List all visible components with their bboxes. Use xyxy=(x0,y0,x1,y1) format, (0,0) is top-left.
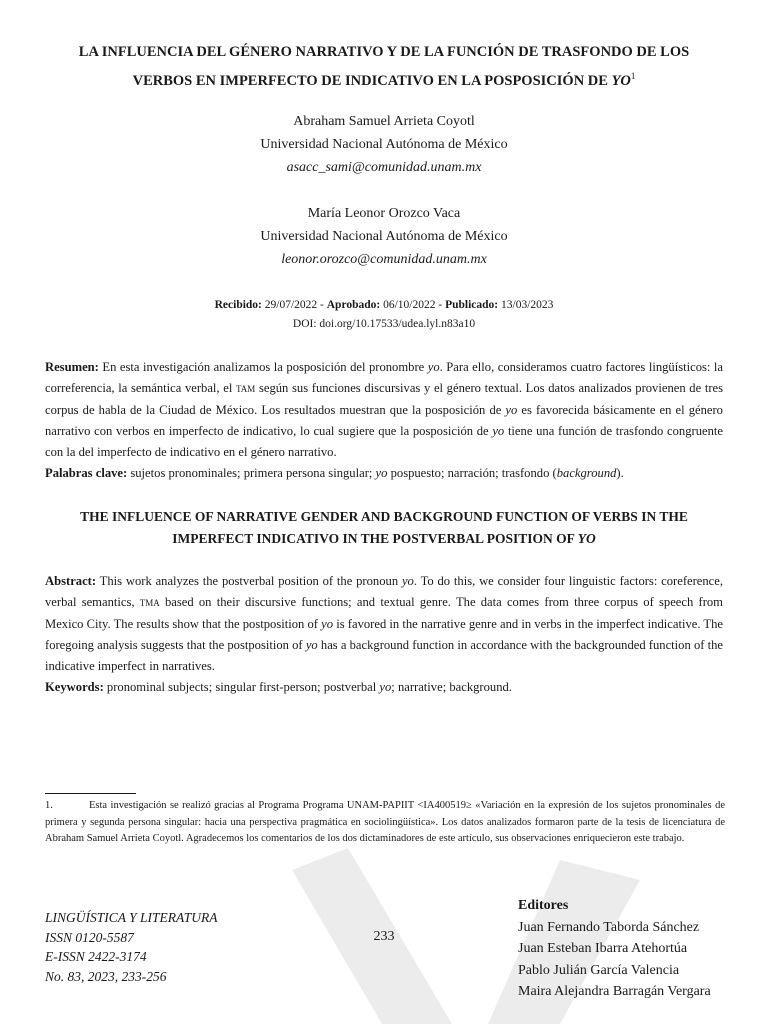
title-en-line1: THE INFLUENCE OF NARRATIVE GENDER AND BACKGROUND FUNCTION OF VERBS IN THE xyxy=(80,509,688,524)
editor-name: Juan Esteban Ibarra Atehortúa xyxy=(518,941,688,956)
footnote xyxy=(45,798,725,848)
author-email[interactable]: asacc_sami@comunidad.unam.mx xyxy=(286,160,482,175)
editor-name: Juan Fernando Taborda Sánchez xyxy=(518,919,700,935)
title-en-line2: IMPERFECT INDICATIVO IN THE POSTVERBAL POSITION OF YO xyxy=(172,531,596,546)
footnote-number: 1. xyxy=(45,800,53,811)
editor-name: Pablo Julián García Valencia xyxy=(518,962,680,978)
author-affiliation: Universidad Nacional Autónoma de México xyxy=(260,229,508,244)
author-affiliation: Universidad Nacional Autónoma de México xyxy=(260,137,508,152)
article-title-es xyxy=(40,40,728,93)
journal-issue: No. 83, 2023, 233-256 xyxy=(45,968,167,984)
footnote-marker[interactable]: 1 xyxy=(630,71,636,81)
keywords-label: Keywords: xyxy=(45,680,104,695)
editors-list xyxy=(518,895,711,1003)
journal-name: LINGÜÍSTICA Y LITERATURA xyxy=(45,910,218,925)
palabras-clave: Palabras clave: sujetos pronominales; primera persona singular; yo pospuesto; narración; trasfondo (background). xyxy=(45,466,624,481)
abstract-section: Abstract: This work analyzes the postverbal position of the pronoun yo. To do this, we consider four linguistic factors: coreference, verbal semantics, tma based on their discursive functions; and textual genre. The data comes from three corpus of speech from Mexico City. The results show that the postposition of yo is favored in the narrative genre and in verbs in the imperfect indicative. The foregoing analysis suggests that the postposition of yo has a background function in accordance with the backgrounded function of the indicative imperfect in narratives. Keywords: pronominal subjects; singular first-person; postverbal yo; narrative; background. xyxy=(45,571,723,699)
journal-info xyxy=(45,908,218,986)
article-title-en xyxy=(40,506,728,550)
abstract-label: Abstract: xyxy=(45,574,97,588)
journal-issn: ISSN 0120-5587 xyxy=(45,929,134,945)
author-2 xyxy=(0,202,768,271)
footnote-text: Esta investigación se realizó gracias al Programa Programa UNAM-PAPIIT <IA400519≥ «Variación en la expresión de los sujetos pronominales de primera y segunda persona singular: hacia una perspectiva pragmática en sociolingüística». Los datos analizados formaron parte de la tesis de licenciatura de Abraham Samuel Arrieta Coyotl. Agradecemos los comentarios de los dos dictaminadores de este artículo, sus observaciones enriquecieron este trabajo. xyxy=(45,800,725,844)
title-es-line2: VERBOS EN IMPERFECTO DE INDICATIVO EN LA POSPOSICIÓN DE $YO^1$ xyxy=(132,71,636,89)
journal-eissn: E-ISSN 2422-3174 xyxy=(45,949,147,964)
author-name: María Leonor Orozco Vaca xyxy=(307,206,461,221)
title-es-line1: LA INFLUENCIA DEL GÉNERO NARRATIVO Y DE LA FUNCIÓN DE TRASFONDO DE LOS xyxy=(78,44,690,60)
editors-heading: Editores xyxy=(518,898,569,913)
palabras-clave-label: Palabras clave: xyxy=(45,466,128,481)
author-name: Abraham Samuel Arrieta Coyotl xyxy=(293,114,475,129)
doi[interactable]: DOI: doi.org/10.17533/udea.lyl.n83a10 xyxy=(292,318,476,330)
page-number: 233 xyxy=(373,929,395,944)
keywords: Keywords: pronominal subjects; singular first-person; postverbal yo; narrative; background. xyxy=(45,680,512,695)
footnote-divider xyxy=(45,793,136,794)
publication-dates: Recibido: 29/07/2022 - Aprobado: 06/10/2022 - Publicado: 13/03/2023 DOI: doi.org/10.17533/udea.lyl.n83a10 xyxy=(0,296,768,334)
resumen-label: Resumen: xyxy=(45,360,99,374)
resumen-section: Resumen: En esta investigación analizamos la posposición del pronombre yo. Para ello, consideramos cuatro factores lingüísticos: la correferencia, la semántica verbal, el tam según sus funciones discursivas y el género textual. Los datos analizados provienen de tres corpus de habla de la Ciudad de México. Los resultados muestran que la posposición de yo es favorecida básicamente en el género narrativo con verbos en imperfecto de indicativo, lo cual sugiere que la posposición de yo tiene una función de trasfondo congruente con la del imperfecto de indicativo en el género narrativo. Palabras clave: sujetos pronominales; primera persona singular; yo pospuesto; narración; trasfondo (background). xyxy=(45,357,723,485)
author-email[interactable]: leonor.orozco@comunidad.unam.mx xyxy=(281,252,487,267)
editor-name: Maira Alejandra Barragán Vergara xyxy=(518,984,711,999)
author-1 xyxy=(0,110,768,179)
